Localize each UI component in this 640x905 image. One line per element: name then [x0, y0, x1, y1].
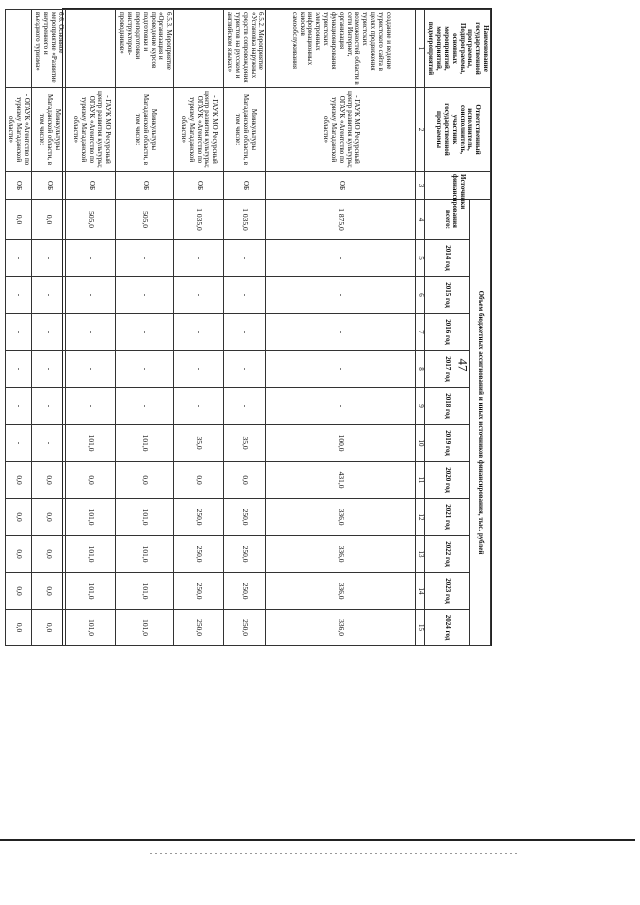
year-value-cell: 101,0	[116, 573, 174, 610]
table-row	[32, 10, 66, 646]
program-name-cell	[5, 10, 31, 88]
year-value-cell: 0,0	[174, 462, 224, 499]
year-value-cell: 35,0	[174, 425, 224, 462]
year-value-cell: -	[32, 425, 66, 462]
executor-cell: - ГАУК МО Ресурсный центр развития культуры; ОГАУК «Агентство по туризму Магаданской области»	[66, 88, 116, 172]
column-number: 10	[416, 425, 425, 462]
year-value-cell: -	[266, 388, 416, 425]
year-value-cell: 0,0	[32, 610, 66, 646]
year-value-cell: 0,0	[32, 573, 66, 610]
header-year: 2017 год	[425, 351, 470, 388]
year-value-cell: -	[116, 277, 174, 314]
header-year: 2018 год	[425, 388, 470, 425]
column-number: 4	[416, 200, 425, 240]
table-row	[174, 10, 224, 646]
budget-table-frame	[7, 8, 492, 646]
year-value-cell: 101,0	[116, 536, 174, 573]
column-number: 13	[416, 536, 425, 573]
header-year: 2024 год	[425, 610, 470, 646]
year-value-cell: -	[32, 240, 66, 277]
year-value-cell: -	[32, 277, 66, 314]
source-cell: ОБ	[174, 172, 224, 200]
year-value-cell: -	[32, 314, 66, 351]
year-value-cell: 101,0	[66, 499, 116, 536]
total-cell: 0,0	[5, 200, 31, 240]
year-value-cell: 0,0	[5, 573, 31, 610]
year-value-cell: -	[174, 277, 224, 314]
year-value-cell: 0,0	[5, 536, 31, 573]
year-value-cell: -	[174, 388, 224, 425]
header-year: 2023 год	[425, 573, 470, 610]
year-value-cell: -	[66, 277, 116, 314]
header-year: 2015 год	[425, 277, 470, 314]
program-name-cell: 6.5.3. Мероприятие «Организация и проведение курсов подготовки и переподготовки инструкторов-проводников»	[116, 10, 174, 88]
year-value-cell: -	[224, 277, 266, 314]
year-value-cell: -	[266, 351, 416, 388]
column-number: 11	[416, 462, 425, 499]
executor-cell: Минкультуры Магаданской области, в том числе:	[32, 88, 66, 172]
year-value-cell: -	[5, 240, 31, 277]
year-value-cell: 250,0	[224, 573, 266, 610]
column-number: 15	[416, 610, 425, 646]
year-value-cell: 250,0	[174, 536, 224, 573]
year-value-cell: -	[5, 351, 31, 388]
year-value-cell: -	[5, 277, 31, 314]
year-value-cell: -	[116, 388, 174, 425]
year-value-cell: -	[66, 314, 116, 351]
year-value-cell: 0,0	[224, 462, 266, 499]
year-value-cell: 0,0	[116, 462, 174, 499]
program-name-cell: 6.6. Основное мероприятие «Развитие внутреннего и въездного туризма»	[32, 10, 66, 88]
year-value-cell: 336,0	[266, 536, 416, 573]
year-value-cell: -	[116, 351, 174, 388]
year-value-cell: 250,0	[174, 499, 224, 536]
total-cell: 505,0	[66, 200, 116, 240]
header-executor: Ответственный исполнитель, соисполнитель, участник государственной программы	[425, 88, 491, 172]
program-name-cell	[174, 10, 224, 88]
total-cell: 1 875,0	[266, 200, 416, 240]
source-cell: ОБ	[266, 172, 416, 200]
column-number: 9	[416, 388, 425, 425]
year-value-cell: 336,0	[266, 573, 416, 610]
year-value-cell: -	[5, 425, 31, 462]
year-value-cell: 101,0	[66, 425, 116, 462]
year-value-cell: 0,0	[66, 462, 116, 499]
year-value-cell: -	[174, 351, 224, 388]
source-cell: ОБ	[5, 172, 31, 200]
year-value-cell: -	[224, 240, 266, 277]
source-cell: ОБ	[66, 172, 116, 200]
year-value-cell: 431,0	[266, 462, 416, 499]
column-number: 3	[416, 172, 425, 200]
total-cell: 505,0	[116, 200, 174, 240]
total-cell: 1 035,0	[224, 200, 266, 240]
column-number: 14	[416, 573, 425, 610]
total-cell: 0,0	[32, 200, 66, 240]
column-number: 7	[416, 314, 425, 351]
year-value-cell: 0,0	[32, 499, 66, 536]
header-year: 2019 год	[425, 425, 470, 462]
year-value-cell: 250,0	[224, 499, 266, 536]
year-value-cell: 250,0	[224, 536, 266, 573]
year-value-cell: 101,0	[116, 425, 174, 462]
table-row	[66, 10, 116, 646]
year-value-cell: 100,0	[266, 425, 416, 462]
year-value-cell: 250,0	[174, 610, 224, 646]
source-cell: ОБ	[116, 172, 174, 200]
year-value-cell: -	[5, 314, 31, 351]
source-cell: ОБ	[224, 172, 266, 200]
table-row	[224, 10, 266, 646]
budget-allocation-table	[5, 9, 491, 646]
table-row	[5, 10, 31, 646]
total-cell: 1 035,0	[174, 200, 224, 240]
source-cell: ОБ	[32, 172, 66, 200]
year-value-cell: -	[66, 388, 116, 425]
column-number: 2	[416, 88, 425, 172]
header-total: всего:	[425, 200, 470, 240]
rotated-table-container	[7, 9, 491, 645]
year-value-cell: -	[224, 314, 266, 351]
column-number-row	[416, 10, 425, 646]
header-year: 2020 год	[425, 462, 470, 499]
year-value-cell: 250,0	[224, 610, 266, 646]
year-value-cell: 101,0	[66, 573, 116, 610]
column-number: 12	[416, 499, 425, 536]
page-number: 47	[455, 358, 471, 372]
header-year: 2014 год	[425, 240, 470, 277]
header-funding-group: Объем бюджетных ассигнований и иных источников финансирования, тыс. рублей	[470, 200, 491, 646]
faint-dotted-line	[150, 853, 520, 854]
year-value-cell: -	[66, 351, 116, 388]
year-value-cell: -	[174, 240, 224, 277]
program-name-cell	[66, 10, 116, 88]
page-bottom-rule	[0, 839, 635, 841]
header-year: 2022 год	[425, 536, 470, 573]
year-value-cell: 0,0	[5, 462, 31, 499]
program-name-cell: 6.5.2. Мероприятие «Установка наружных средств сопровождения туристов на русском и английском языках»	[224, 10, 266, 88]
year-value-cell: 0,0	[5, 610, 31, 646]
year-value-cell: 101,0	[116, 610, 174, 646]
year-value-cell: 101,0	[116, 499, 174, 536]
year-value-cell: -	[116, 240, 174, 277]
year-value-cell: -	[266, 240, 416, 277]
executor-cell: Минкультуры Магаданской области, в том числе:	[224, 88, 266, 172]
header-source: Источники финансирования	[425, 172, 491, 200]
header-year: 2021 год	[425, 499, 470, 536]
executor-cell: Минкультуры Магаданской области, в том числе:	[116, 88, 174, 172]
year-value-cell: -	[116, 314, 174, 351]
year-value-cell: -	[66, 240, 116, 277]
year-value-cell: 35,0	[224, 425, 266, 462]
year-value-cell: -	[174, 314, 224, 351]
year-value-cell: -	[224, 388, 266, 425]
header-year: 2016 год	[425, 314, 470, 351]
year-value-cell: 0,0	[32, 462, 66, 499]
year-value-cell: 101,0	[66, 536, 116, 573]
header-name: Наименование государственной программы, Подпрограммы, основных мероприятий, мероприятий, подмероприятий	[425, 10, 491, 88]
year-value-cell: 0,0	[5, 499, 31, 536]
year-value-cell: 101,0	[66, 610, 116, 646]
column-number: 1	[416, 10, 425, 88]
year-value-cell: 336,0	[266, 499, 416, 536]
executor-cell: - ГАУК МО Ресурсный центр развития культуры; ОГАУК «Агентство по туризму Магаданской области»	[174, 88, 224, 172]
year-value-cell: -	[32, 388, 66, 425]
table-row	[266, 10, 416, 646]
year-value-cell: 336,0	[266, 610, 416, 646]
year-value-cell: 0,0	[32, 536, 66, 573]
executor-cell: - ГАУК МО Ресурсный центр развития культуры; ОГАУК «Агентство по туризму Магаданской области»	[266, 88, 416, 172]
year-value-cell: -	[224, 351, 266, 388]
year-value-cell: -	[266, 277, 416, 314]
executor-cell: - ОГАУК «Агентство по туризму Магаданской области»	[5, 88, 31, 172]
year-value-cell: 250,0	[174, 573, 224, 610]
year-value-cell: -	[266, 314, 416, 351]
table-row	[116, 10, 174, 646]
column-number: 5	[416, 240, 425, 277]
year-value-cell: -	[5, 388, 31, 425]
year-value-cell: -	[32, 351, 66, 388]
column-number: 6	[416, 277, 425, 314]
column-number: 8	[416, 351, 425, 388]
program-name-cell: создание и ведение туристского сайта в целях продвижения туристских возможностей области в сети Интернет, организация функционирования туристских электронных информационных киосков самообслуживания	[266, 10, 416, 88]
